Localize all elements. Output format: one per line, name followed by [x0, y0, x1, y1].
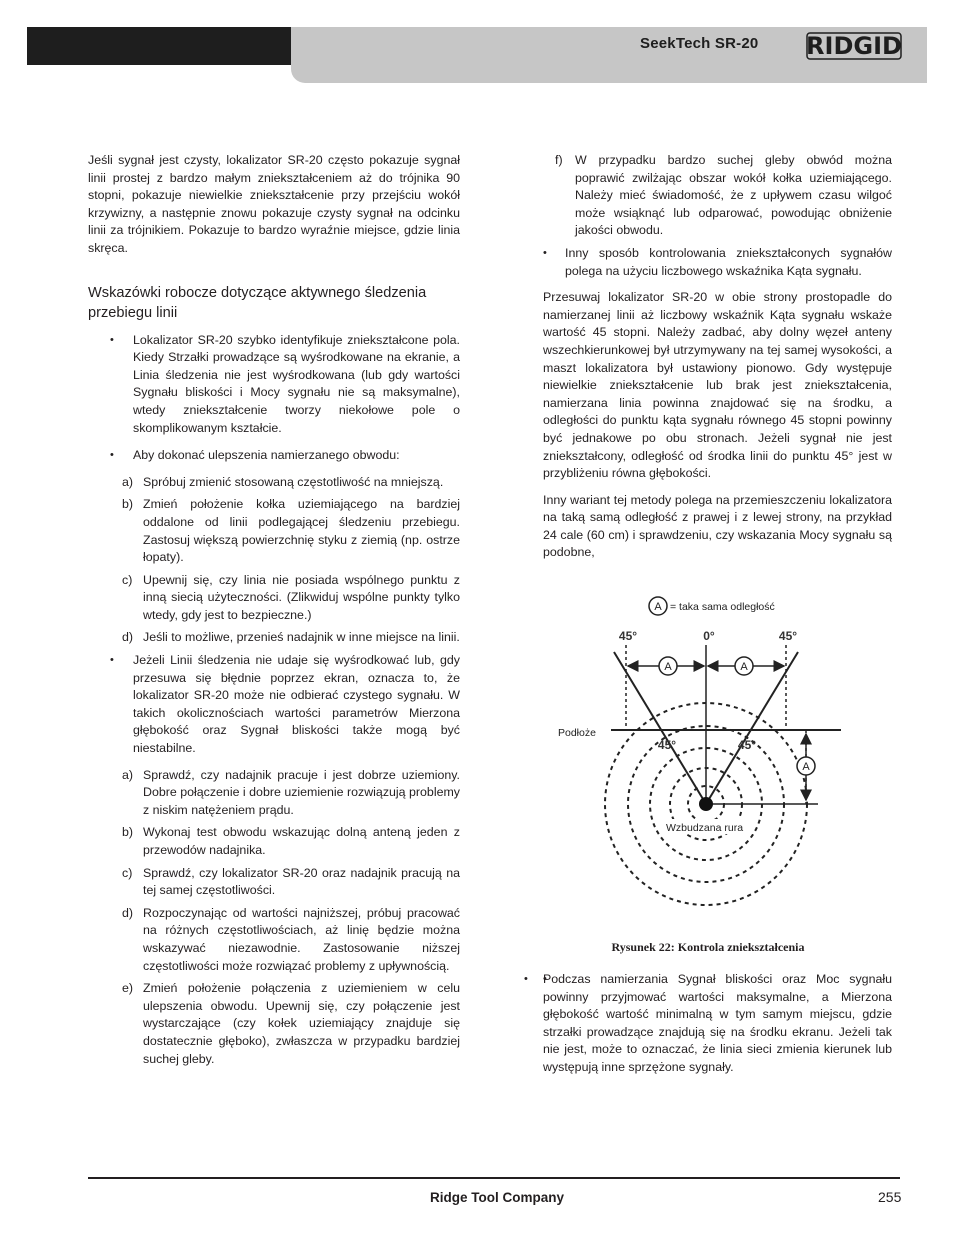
list-text: Spróbuj zmienić stosowaną częstotliwość na mniejszą.: [143, 474, 444, 489]
bullet-improve-circuit: • Aby dokonać ulepszenia namierzanego obwodu:: [88, 447, 460, 465]
list-item: [88, 767, 460, 820]
bullet-signal-angle: • Inny sposób kontrolowania zniekształconych sygnałów polega na użyciu liczbowego wskaźnika Kąta sygnału.: [543, 245, 892, 280]
distance-marker-right: [735, 657, 753, 675]
list-text: Upewnij się, czy linia nie posiada wspólnego punktu z inną siecią użyteczności. (Zlikwiduj wspólne punkty tylko wtedy, gdy jest to bezpieczne.): [143, 572, 460, 622]
right-bullet-list-2: [524, 971, 892, 1077]
list-letter: e): [122, 981, 134, 996]
list-text: Jeśli to możliwe, przenieś nadajnik w inne miejsce na linii.: [143, 630, 460, 645]
product-title: SeekTech SR-20: [640, 35, 759, 52]
list-item: [88, 980, 460, 1068]
list-letter: d): [122, 905, 134, 920]
brand-text: RIDGID: [806, 32, 902, 60]
list-item: [88, 865, 460, 900]
header-tab: [291, 65, 927, 83]
footer-rule: [88, 1177, 900, 1179]
list-text: Sprawdź, czy nadajnik pracuje i jest dobrze uziemiony. Dobre połączenie i dobre uziemienie rozwiązują problemy z niskim natężeniem prądu.: [143, 767, 460, 817]
angle-label-right: 45°: [778, 629, 798, 643]
list-text: Rozpoczynając od wartości najniższej, próbuj pracować na różnych częstotliwościach, aż linię będzie można wskazywać niezawodnie. Zastosowanie niższej częstotliwości może rozwiązać problemy z upływnością.: [143, 905, 460, 973]
list-item: [88, 824, 460, 859]
list-improve-circuit: [88, 474, 460, 647]
svg-text:A: A: [664, 661, 672, 673]
list-check-transmitter: [88, 767, 460, 1069]
v-line-right: [706, 652, 798, 804]
figure-caption: Rysunek 22: Kontrola zniekształcenia: [611, 940, 805, 954]
svg-text:= taka sama odległość: = taka sama odległość: [670, 601, 775, 613]
distortion-diagram: [556, 590, 886, 920]
list-item: [88, 905, 460, 975]
svg-text:A: A: [654, 601, 662, 613]
distance-marker-left: [659, 657, 677, 675]
list-text: Zmień położenie połączenia z uziemieniem w celu ulepszenia obwodu. Upewnij się, czy połączenie jest wystarczające (czy kołek uziemiający znajduje się dostatecznie głęboko), zwłaszcza w przypadku bardziej suchej gleby.: [143, 981, 460, 1066]
list-item: [88, 496, 460, 566]
list-dry-soil: [543, 152, 892, 240]
list-letter: d): [122, 630, 134, 645]
list-letter: a): [122, 767, 134, 782]
left-bullet-list-2: [88, 652, 460, 758]
bullet-trace-line: • Jeżeli Linii śledzenia nie udaje się wyśrodkować lub, gdy przesuwa się błędnie poprzez ekran, oznacza to, że lokalizator SR-20 może nie odbierać czystego sygnału. W takich okolicznościach wartości parametrów Mierzona głębokość oraz Sygnał bliskości także mogą być niestabilne.: [88, 652, 460, 758]
bullet-distorted-fields: • Lokalizator SR-20 szybko identyfikuje zniekształcone pola. Kiedy Strzałki prowadzące są wyśrodkowane na ekranie, a Linia śledzenia nie jest wyśrodkowana (lub gdy wartości Sygnału bliskości i Mocy sygnału nie są maksymalne), wtedy zniekształcenie tworzy niekołowe pole o skomplikowanym kształcie.: [88, 332, 460, 438]
legend: [649, 597, 775, 615]
angle-label-center: 0°: [703, 629, 715, 643]
list-item: [88, 572, 460, 625]
ridgid-logo: [806, 32, 902, 60]
list-item: [88, 629, 460, 647]
list-letter: b): [122, 825, 134, 840]
right-bullet-list: [543, 245, 892, 280]
page-number: 255: [878, 1189, 902, 1205]
list-text: W przypadku bardzo suchej gleby obwód można poprawić zwilżając obszar wokół kołka uziemiającego. Należy mieć świadomość, że z upływem czasu wilgoć może wsiąknąć lub odparować, powodując obniżenie jakości obwodu.: [575, 153, 892, 238]
svg-text:A: A: [740, 661, 748, 673]
paragraph-angle-method: Przesuwaj lokalizator SR-20 w obie strony prostopadle do namierzanej linii aż liczbowy wskaźnik Kąta sygnału wskaże wartość 45 stopni. Należy zadbać, aby dolny węzeł anteny wszechkierunkowej był utrzymywany na tej samej wysokości, a maszt lokalizatora był ustawiony pionowo. Gdy występuje niewielkie zniekształcenie lub brak jest zniekształcenia, namierzana linia powinna znajdować się na środku, a odległości do punktu kąta sygnału równego 45 stopni powinny być jednakowe po obu stronach. Jeżeli sygnał nie jest zniekształcony, odległość od środka linii do punktu 45° jest w przybliżeniu równa głębokości.: [543, 290, 892, 481]
angle-label-left: 45°: [618, 629, 638, 643]
list-letter: c): [122, 865, 133, 880]
left-column: [88, 152, 460, 1068]
angle-inner-right: 45°: [737, 738, 757, 752]
footer-company: Ridge Tool Company: [430, 1190, 564, 1205]
list-letter: a): [122, 474, 134, 489]
header-black-bar: [27, 27, 292, 65]
svg-text:A: A: [802, 761, 810, 773]
right-column: [543, 152, 892, 562]
list-letter: c): [122, 572, 133, 587]
list-text: Wykonaj test obwodu wskazując dolną anteną jeden z przewodów nadajnika.: [143, 825, 460, 857]
ground-label: Podłoże: [558, 727, 596, 739]
list-item: [88, 474, 460, 492]
bullet-text: Podczas namierzania Sygnał bliskości oraz Moc sygnału powinny przyjmować wartości maksymalne, a Mierzona głębokość wartość minimalną w tym samym miejscu, gdzie strzałki prowadzące znajdują się na środku ekranu. Jeżeli tak nie jest, może to oznaczać, że linia sieci zmienia kierunek lub występują inne sprzężone sygnały.: [543, 972, 892, 1074]
intro-paragraph: Jeśli sygnał jest czysty, lokalizator SR-20 często pokazuje sygnał linii prostej z bardzo małym zniekształceniem aż do trójnika 90 stopni, pokazuje niewielkie zniekształcenie przy przejściu wokół krzywizny, a następnie znowu pokazuje czysty sygnał na odcinku linii za trójnikiem. Pokazuje to bardzo wyraźnie miejsce, gdzie linia skręca.: [88, 153, 460, 255]
pipe-dot: [699, 797, 713, 811]
bullet-max-values: • • Podczas namierzania Sygnał bliskości oraz Moc sygnału powinny przyjmować wartości maksymalne, a Mierzona głębokość wartość minimalną w tym samym miejscu, gdzie strzałki prowadzące znajdują się na środku ekranu. Jeżeli tak nie jest, może to oznaczać, że linia sieci zmienia kierunek lub występują inne sprzężone sygnały.: [543, 971, 892, 1077]
angle-inner-left: 45°: [657, 738, 677, 752]
right-column-bottom: [524, 971, 892, 1077]
section-heading: Wskazówki robocze dotyczące aktywnego śledzenia przebiegu linii: [88, 284, 427, 321]
distance-marker-depth: [797, 757, 815, 775]
list-text: Sprawdź, czy lokalizator SR-20 oraz nadajnik pracują na tej samej częstotliwości.: [143, 865, 460, 898]
paragraph-variant: Inny wariant tej metody polega na przemieszczeniu lokalizatora na taką samą odległość z prawej i z lewej strony, na przykład 24 cale (60 cm) i sprawdzeniu, czy wskazania Mocy sygnału są podobne,: [543, 492, 892, 560]
list-letter: f): [555, 153, 563, 167]
list-text: Zmień położenie kołka uziemiającego na bardziej oddalone od linii podlegającej śledzeniu przebiegu. Zastosuj większą powierzchnię styku z ziemią (np. ostrze łopaty).: [143, 497, 460, 565]
list-letter: b): [122, 497, 134, 512]
left-bullet-list: [88, 332, 460, 465]
pipe-label: Wzbudzana rura: [666, 822, 744, 834]
list-item: [543, 152, 892, 240]
